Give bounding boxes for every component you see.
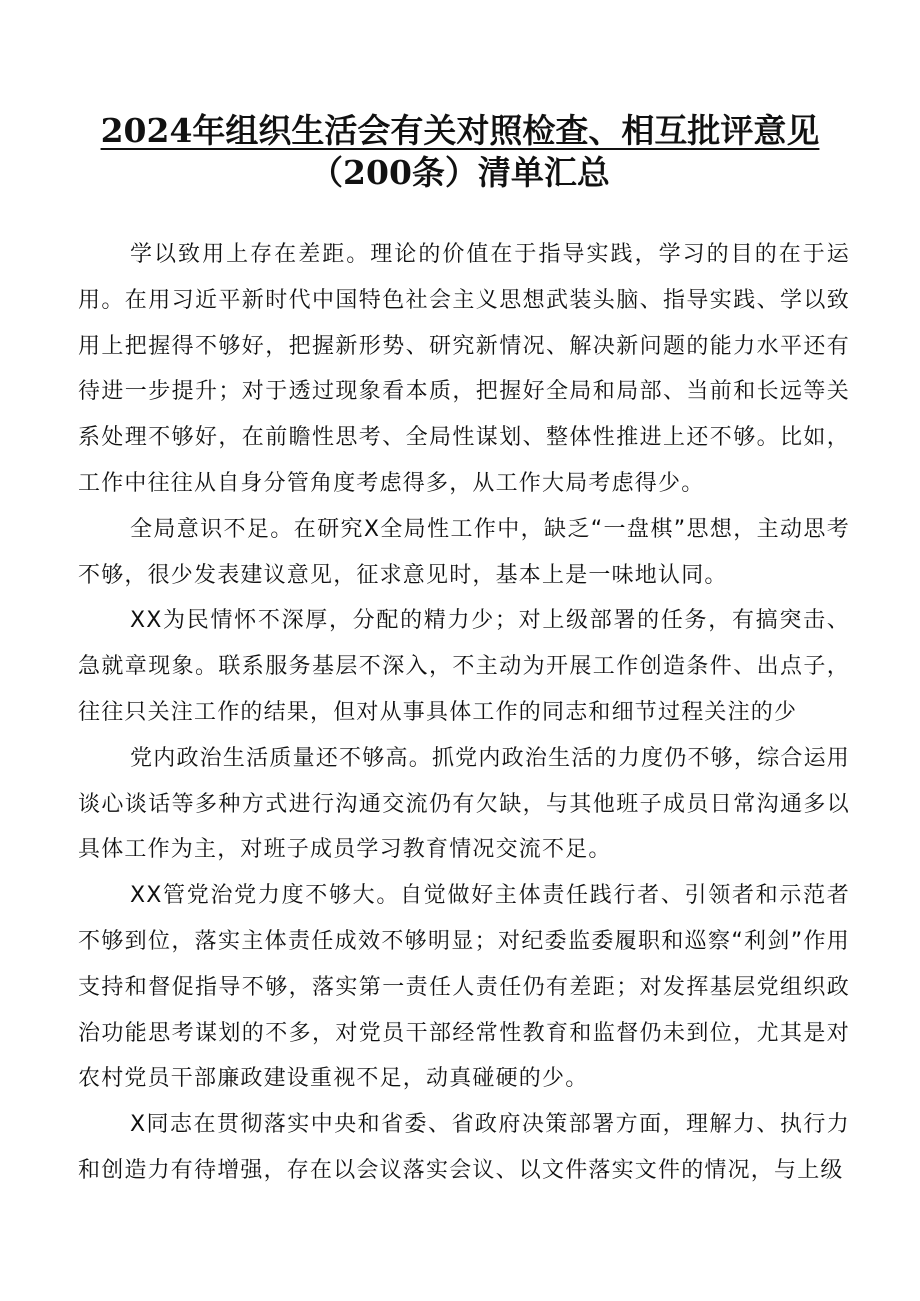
paragraph-3: XX为民情怀不深厚，分配的精力少；对上级部署的任务，有搞突击、急就章现象。联系服务基层不深入，不主动为开展工作创造条件、出点子，往往只关注工作的结果，但对从事具体工作的同志和细节过程关注的少 [78,608,850,725]
document-title-line-2: （200条）清单汇总 [310,153,610,192]
paragraph-5: XX管党治党力度不够大。自觉做好主体责任践行者、引领者和示范者不够到位，落实主体责任成效不够明显；对纪委监委履职和巡察“利剑”作用支持和督促指导不够，落实第一责任人责任仍有差距；对发挥基层党组织政治功能思考谋划的不多，对党员干部经常性教育和监督仍未到位，尤其是对农村党员干部廉政建设重视不足，动真碰硬的少。 [78,883,850,1092]
document-body [78,232,850,1194]
paragraph-4: 党内政治生活质量还不够高。抓党内政治生活的力度仍不够，综合运用谈心谈话等多种方式进行沟通交流仍有欠缺，与其他班子成员日常沟通多以具体工作为主，对班子成员学习教育情况交流不足。 [78,745,850,863]
document-title-text: 2024年组织生活会有关对照检查、相互批评意见 [100,111,820,150]
paragraph-1: 学以致用上存在差距。理论的价值在于指导实践，学习的目的在于运用。在用习近平新时代中国特色社会主义思想武装头脑、指导实践、学以致用上把握得不够好，把握新形势、研究新情况、解决新问题的能力水平还有待进一步提升；对于透过现象看本质，把握好全局和局部、当前和长远等关系处理不够好，在前瞻性思考、全局性谋划、整体性推进上还不够。比如，工作中往往从自身分管角度考虑得多，从工作大局考虑得少。 [78,242,850,496]
paragraph-2: 全局意识不足。在研究X全局性工作中，缺乏“一盘棋”思想，主动思考不够，很少发表建议意见，征求意见时，基本上是一味地认同。 [78,516,850,588]
document-title-line-1 [60,108,860,154]
paragraph-6: X同志在贯彻落实中央和省委、省政府决策部署方面，理解力、执行力和创造力有待增强，存在以会议落实会议、以文件落实文件的情况，与上级 [78,1112,850,1183]
